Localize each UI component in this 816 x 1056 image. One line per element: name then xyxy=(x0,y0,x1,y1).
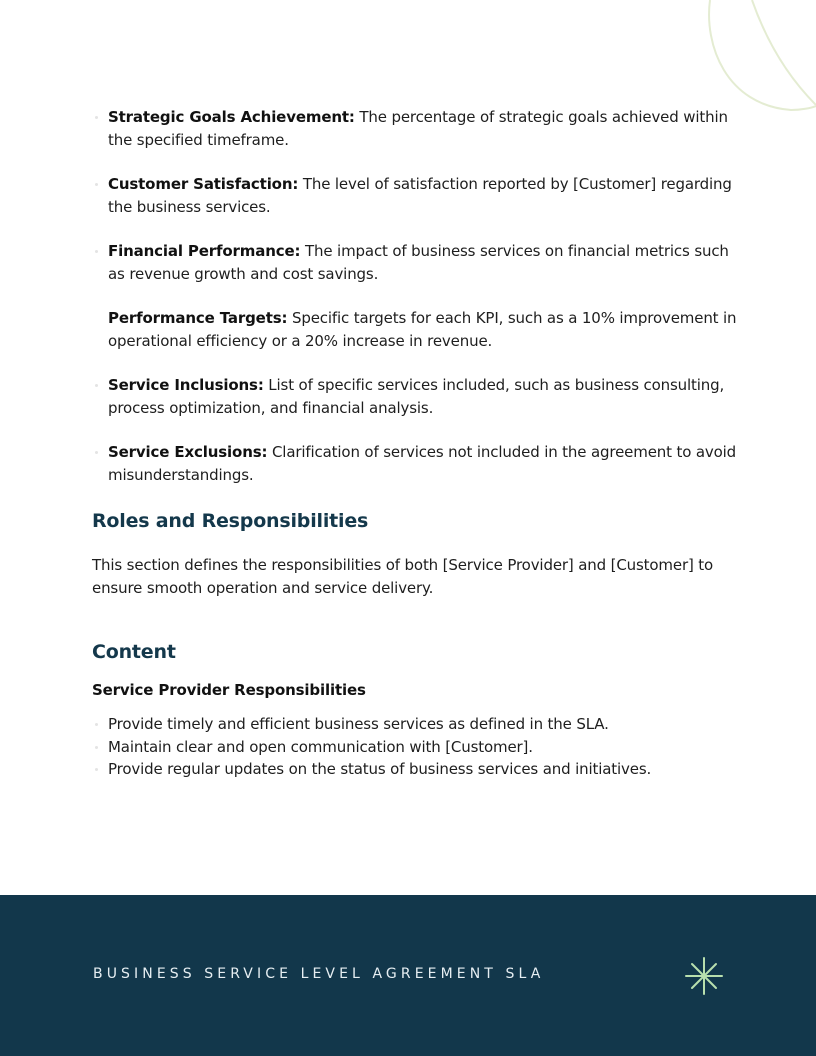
bullet-icon xyxy=(95,768,98,771)
kpi-item-service-exclusions xyxy=(92,441,742,486)
bullet-icon xyxy=(95,116,98,119)
kpi-term: Strategic Goals Achievement: xyxy=(108,108,355,126)
kpi-term: Service Inclusions: xyxy=(108,376,264,394)
list-item xyxy=(92,713,742,736)
service-provider-subheading: Service Provider Responsibilities xyxy=(92,681,366,699)
kpi-item-strategic-goals xyxy=(92,106,742,151)
kpi-term: Service Exclusions: xyxy=(108,443,268,461)
roles-heading: Roles and Responsibilities xyxy=(92,510,369,532)
responsibilities-list xyxy=(92,713,742,781)
kpi-term: Performance Targets: xyxy=(108,309,288,327)
kpi-description: Clarification of services not included in the agreement to avoid misunderstandings. xyxy=(108,443,737,484)
page-footer xyxy=(0,895,816,1056)
document-body xyxy=(92,106,742,781)
list-item-text: Provide regular updates on the status of business services and initiatives. xyxy=(108,760,652,778)
kpi-term: Financial Performance: xyxy=(108,242,301,260)
decorative-curve xyxy=(696,0,816,115)
kpi-description: Specific targets for each KPI, such as a 10% improvement in operational efficiency or a 20% increase in revenue. xyxy=(108,309,737,350)
list-item xyxy=(92,736,742,759)
bullet-icon xyxy=(95,183,98,186)
bullet-icon xyxy=(95,746,98,749)
list-item-text: Maintain clear and open communication with [Customer]. xyxy=(108,737,533,756)
list-item xyxy=(92,758,742,781)
bullet-icon xyxy=(95,250,98,253)
bullet-icon xyxy=(95,384,98,387)
kpi-description: List of specific services included, such as business consulting, process optimization, and financial analysis. xyxy=(108,376,725,417)
bullet-icon xyxy=(95,723,98,726)
kpi-item-performance-targets xyxy=(92,307,742,352)
kpi-description: The level of satisfaction reported by [Customer] regarding the business services. xyxy=(108,175,732,216)
kpi-description: The percentage of strategic goals achieved within the specified timeframe. xyxy=(108,108,728,149)
kpi-item-financial-performance xyxy=(92,240,742,285)
kpi-list xyxy=(92,106,742,486)
kpi-term: Customer Satisfaction: xyxy=(108,175,299,193)
kpi-item-customer-satisfaction xyxy=(92,173,742,218)
footer-title: BUSINESS SERVICE LEVEL AGREEMENT SLA xyxy=(93,966,545,982)
kpi-item-service-inclusions xyxy=(92,374,742,419)
list-item-text: Provide timely and efficient business services as defined in the SLA. xyxy=(108,715,609,733)
bullet-icon xyxy=(95,451,98,454)
kpi-description: The impact of business services on financial metrics such as revenue growth and cost savings. xyxy=(108,242,729,283)
asterisk-star-icon xyxy=(684,956,724,996)
roles-paragraph: This section defines the responsibilities of both [Service Provider] and [Customer] to ensure smooth operation and service delivery. xyxy=(92,556,714,597)
content-heading: Content xyxy=(92,641,176,663)
